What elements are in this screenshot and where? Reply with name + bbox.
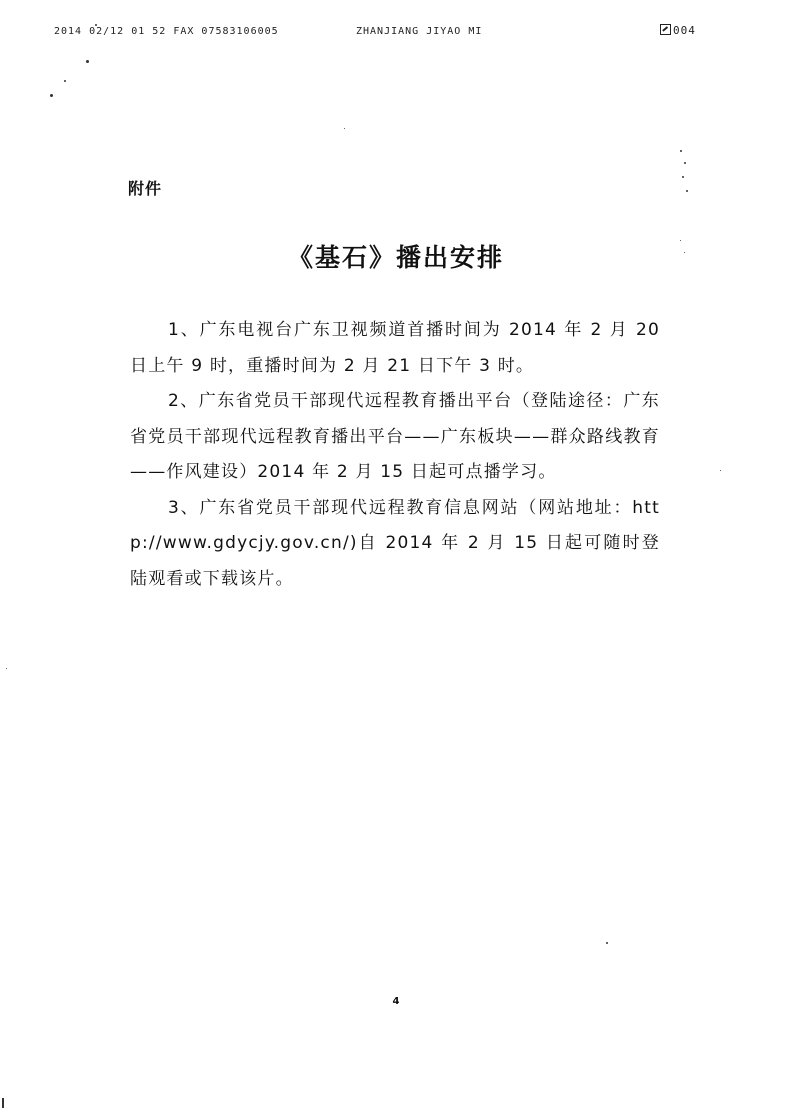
attachment-label: 附件 [128, 179, 163, 198]
document-body [130, 313, 660, 597]
fax-page-number: 004 [673, 24, 696, 37]
scan-speck [680, 150, 682, 152]
scan-speck [50, 94, 53, 97]
fax-sender-name: ZHANJIANG JIYAO MI [356, 26, 483, 37]
scan-speck [6, 668, 7, 669]
fax-page-count [660, 24, 696, 37]
scan-speck [684, 162, 686, 164]
page-number: 4 [392, 996, 400, 1007]
scan-speck [720, 470, 721, 471]
scan-speck [606, 942, 608, 944]
document-title: 《基石》播出安排 [287, 243, 504, 272]
fax-header [0, 24, 792, 42]
fax-transmission-info: 2014 02/12 01 52 FAX 07583106005 [54, 26, 279, 37]
paragraph-2: 2、广东省党员干部现代远程教育播出平台（登陆途径：广东省党员干部现代远程教育播出平台——广东板块——群众路线教育——作风建设）2014 年 2 月 15 日起可点播学习。 [130, 391, 660, 482]
scan-speck [686, 190, 688, 192]
scan-speck [680, 240, 681, 241]
scan-speck [64, 80, 66, 82]
scan-speck [684, 252, 685, 253]
paragraph-1: 1、广东电视台广东卫视频道首播时间为 2014 年 2 月 20 日上午 9 时，重播时间为 2 月 21 日下午 3 时。 [130, 320, 660, 376]
scan-speck [95, 24, 97, 26]
scan-speck [682, 176, 684, 178]
scan-speck [2, 1098, 4, 1108]
paragraph-3: 3、广东省党员干部现代远程教育信息网站（网站地址：http://www.gdycjy.gov.cn/)自 2014 年 2 月 15 日起可随时登陆观看或下载该片。 [130, 497, 660, 589]
scan-speck [86, 60, 89, 63]
fax-page-icon [660, 24, 671, 35]
scan-speck [344, 128, 345, 129]
